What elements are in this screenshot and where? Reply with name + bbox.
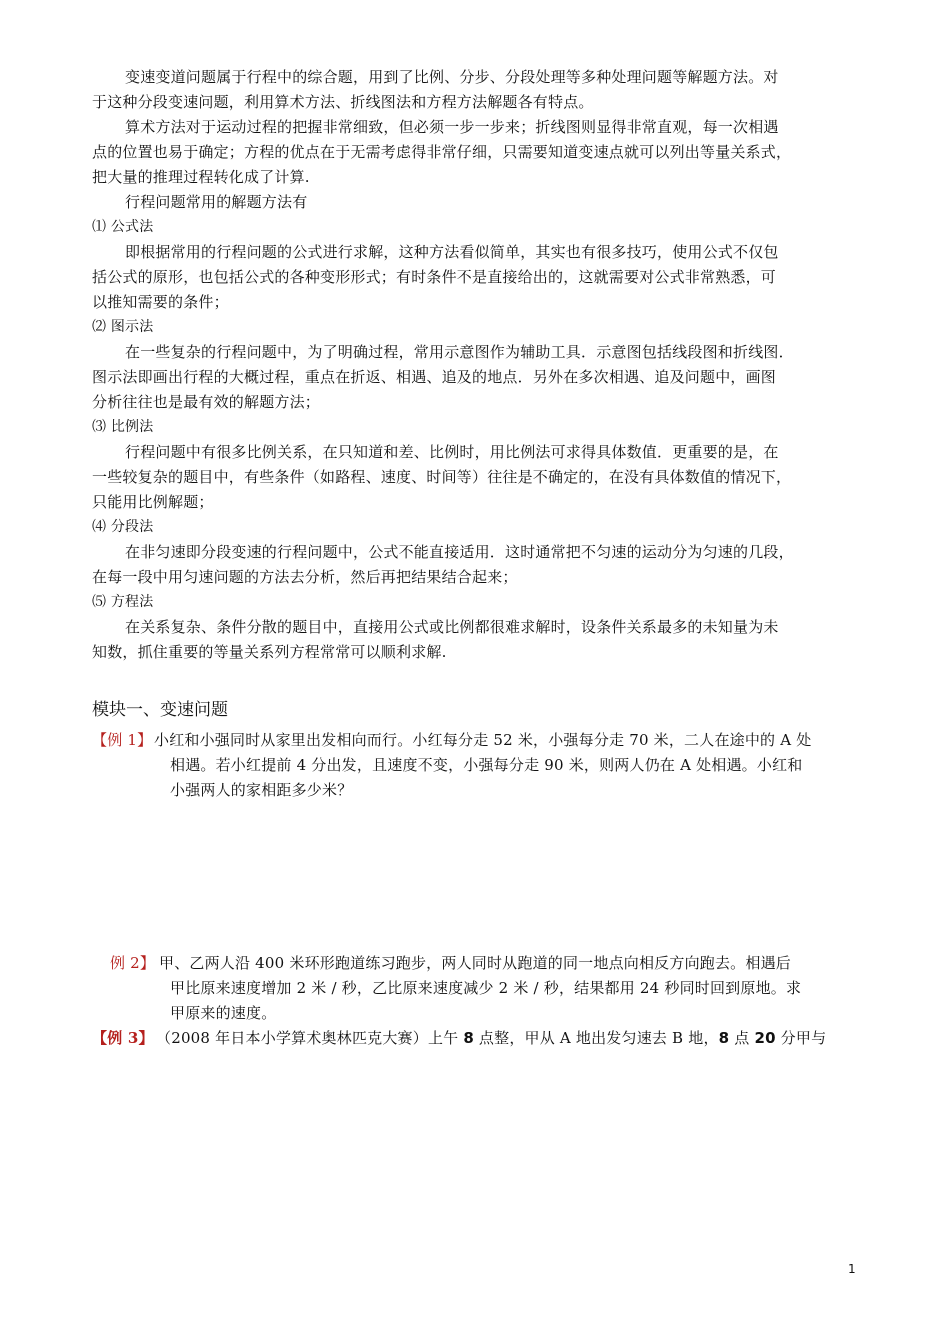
example-3-line1 — [156, 1028, 826, 1048]
example-3-text-a: （2008 年日本小学算术奥林匹克大赛）上午 — [156, 1029, 464, 1047]
example-2-tag: 例 2】 — [110, 954, 156, 972]
intro-p2-line2: 点的位置也易于确定；方程的优点在于无需考虑得非常仔细，只需要知道变速点就可以列出等量关系式， — [92, 143, 792, 161]
method-5-line1: 在关系复杂、条件分散的题目中，直接用公式或比例都很难求解时，设条件关系最多的未知量为未 — [125, 618, 779, 636]
method-2-line3: 分析往往也是最有效的解题方法； — [92, 393, 321, 411]
method-3-label: ⑶ 比例法 — [92, 419, 154, 435]
example-2-line3: 甲原来的速度。 — [170, 1004, 277, 1022]
method-4-line1: 在非匀速即分段变速的行程问题中，公式不能直接适用．这时通常把不匀速的运动分为匀速的几段， — [125, 543, 794, 561]
method-2-line1: 在一些复杂的行程问题中，为了明确过程，常用示意图作为辅助工具．示意图包括线段图和折线图． — [125, 343, 794, 361]
method-4-line2: 在每一段中用匀速问题的方法去分析，然后再把结果结合起来； — [92, 568, 518, 586]
intro-p1-line1: 变速变道问题属于行程中的综合题，用到了比例、分步、分段处理等多种处理问题等解题方法。对 — [125, 68, 779, 86]
method-3-line1: 行程问题中有很多比例关系，在只知道和差、比例时，用比例法可求得具体数值．更重要的是，在 — [125, 443, 779, 461]
example-2-line1: 甲、乙两人沿 400 米环形跑道练习跑步，两人同时从跑道的同一地点向相反方向跑去。相遇后 — [159, 954, 791, 972]
example-3-hour-a: 8 — [463, 1029, 474, 1047]
example-3-minutes: 20 — [754, 1029, 776, 1047]
page-number: 1 — [848, 1262, 856, 1276]
method-2-line2: 图示法即画出行程的大概过程，重点在折返、相遇、追及的地点．另外在多次相遇、追及问题中，画图 — [92, 368, 777, 386]
method-1-line3: 以推知需要的条件； — [92, 293, 229, 311]
example-2-line2: 甲比原来速度增加 2 米 / 秒，乙比原来速度减少 2 米 / 秒，结果都用 24 秒同时回到原地。求 — [170, 979, 802, 997]
method-3-line3: 只能用比例解题； — [92, 493, 214, 511]
example-1-line2: 相遇。若小红提前 4 分出发，且速度不变，小强每分走 90 米，则两人仍在 A 处相遇。小红和 — [170, 756, 803, 774]
example-3-tag: 【例 3】 — [92, 1029, 154, 1047]
intro-p3: 行程问题常用的解题方法有 — [125, 193, 308, 211]
method-5-line2: 知数，抓住重要的等量关系列方程常常可以顺利求解. — [92, 643, 447, 661]
example-1-tag: 【例 1】 — [92, 731, 153, 749]
method-1-label: ⑴ 公式法 — [92, 219, 154, 235]
example-3-hour-b: 8 — [718, 1029, 730, 1047]
intro-p1-line2: 于这种分段变速问题，利用算术方法、折线图法和方程方法解题各有特点。 — [92, 93, 594, 111]
method-1-line1: 即根据常用的行程问题的公式进行求解，这种方法看似简单，其实也有很多技巧，使用公式不仅包 — [125, 243, 779, 261]
module-title: 模块一、变速问题 — [92, 700, 228, 720]
example-3-text-d: 分甲与 — [775, 1029, 827, 1047]
method-4-label: ⑷ 分段法 — [92, 519, 154, 535]
example-1-line1: 小红和小强同时从家里出发相向而行。小红每分走 52 米，小强每分走 70 米，二人在途中的 A 处 — [154, 731, 812, 749]
intro-p2-line1: 算术方法对于运动过程的把握非常细致，但必须一步一步来；折线图则显得非常直观，每一次相遇 — [125, 118, 779, 136]
intro-p2-line3: 把大量的推理过程转化成了计算. — [92, 168, 310, 186]
method-2-label: ⑵ 图示法 — [92, 319, 154, 335]
method-1-line2: 括公式的原形，也包括公式的各种变形形式；有时条件不是直接给出的，这就需要对公式非常熟悉，可 — [92, 268, 777, 286]
method-5-label: ⑸ 方程法 — [92, 594, 154, 610]
example-3-text-b: 点整，甲从 A 地出发匀速去 B 地， — [473, 1029, 719, 1047]
method-3-line2: 一些较复杂的题目中，有些条件（如路程、速度、时间等）往往是不确定的，在没有具体数值的情况下， — [92, 468, 792, 486]
example-1-line3: 小强两人的家相距多少米？ — [170, 781, 353, 799]
example-3-text-c: 点 — [729, 1029, 755, 1047]
